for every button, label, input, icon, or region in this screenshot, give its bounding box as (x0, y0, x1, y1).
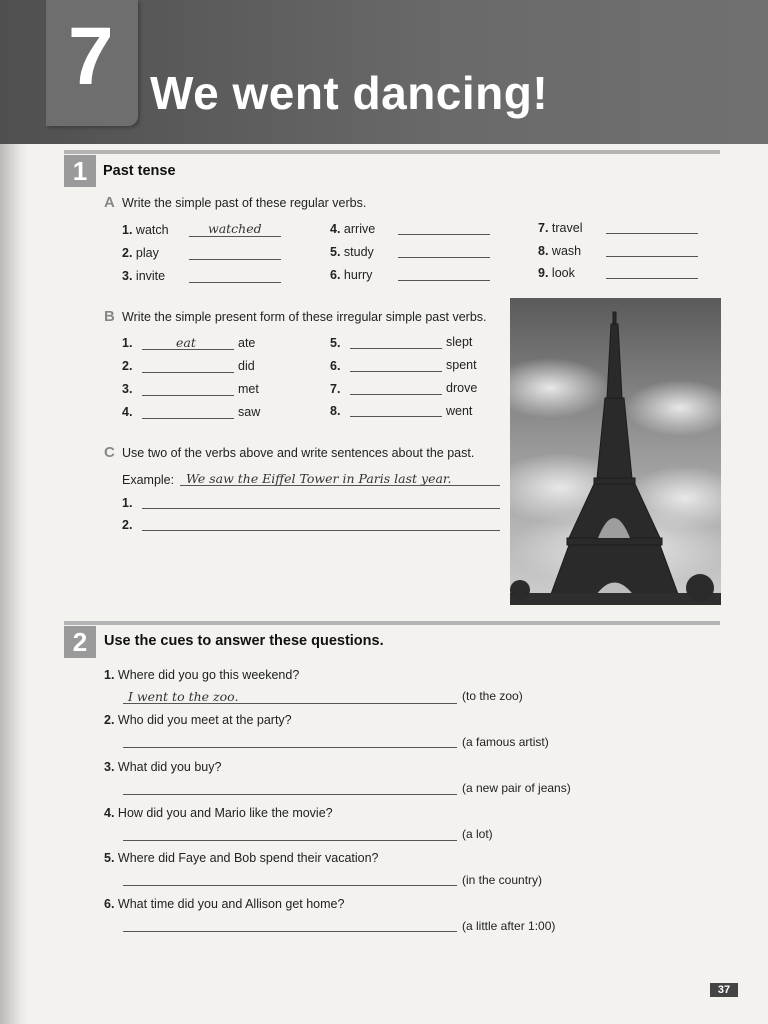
item-number: 6. (104, 897, 115, 911)
verb: travel (551, 221, 583, 235)
question-item (104, 713, 292, 727)
unit-title: We went dancing! (150, 67, 549, 119)
past-verb: did (238, 359, 255, 373)
answer-blank[interactable] (350, 394, 442, 395)
item-number: 8. (330, 404, 341, 418)
answer-blank[interactable] (123, 703, 457, 704)
past-verb: met (238, 382, 259, 396)
sentence-blank[interactable] (142, 530, 500, 531)
question-text: What time did you and Allison get home? (117, 897, 345, 911)
answer-blank[interactable] (606, 278, 698, 279)
answer-text: eat (176, 335, 196, 350)
answer-blank[interactable] (189, 282, 281, 283)
past-verb: slept (446, 335, 473, 349)
cue-text: (to the zoo) (462, 689, 523, 703)
question-text: Where did you go this weekend? (117, 668, 300, 682)
item-number: 5. (330, 336, 341, 350)
verb: play (135, 246, 159, 260)
answer-blank[interactable] (180, 485, 500, 486)
item-number: 7. (330, 382, 341, 396)
exercise-b-letter: B (104, 308, 115, 325)
answer-blank[interactable] (142, 395, 234, 396)
past-verb: ate (238, 336, 256, 350)
item-number: 1. (122, 223, 133, 237)
exercise-a-item (122, 223, 169, 237)
item-number: 4. (330, 222, 341, 236)
cue-text: (a little after 1:00) (462, 919, 556, 933)
exercise-a-letter: A (104, 194, 115, 211)
section-2-title: Use the cues to answer these questions. (104, 633, 384, 649)
item-number: 1. (122, 496, 133, 510)
question-item (104, 760, 221, 774)
answer-blank[interactable] (398, 257, 490, 258)
answer-blank[interactable] (123, 885, 457, 886)
sentence-blank[interactable] (142, 508, 500, 509)
item-number: 4. (122, 405, 133, 419)
answer-blank[interactable] (142, 418, 234, 419)
section-2-rule (64, 621, 720, 625)
answer-blank[interactable] (398, 280, 490, 281)
item-number: 3. (104, 760, 115, 774)
question-item (104, 668, 299, 682)
answer-text: I went to the zoo. (128, 689, 239, 704)
verb: arrive (343, 222, 376, 236)
question-text: Where did Faye and Bob spend their vacation? (117, 851, 379, 865)
exercise-a-item (538, 244, 581, 258)
exercise-b-instruction: Write the simple present form of these irregular simple past verbs. (122, 310, 487, 324)
exercise-a-item (538, 221, 583, 235)
item-number: 2. (122, 518, 133, 532)
answer-blank[interactable] (142, 372, 234, 373)
item-number: 2. (122, 359, 133, 373)
item-number: 6. (330, 268, 341, 282)
past-verb: drove (446, 381, 478, 395)
item-number: 4. (104, 806, 115, 820)
answer-blank[interactable] (350, 371, 442, 372)
answer-blank[interactable] (123, 794, 457, 795)
answer-blank[interactable] (606, 256, 698, 257)
example-label: Example: (122, 473, 175, 487)
section-1-title: Past tense (103, 163, 176, 179)
exercise-c-instruction: Use two of the verbs above and write sentences about the past. (122, 446, 475, 460)
exercise-a-item (330, 268, 372, 282)
exercise-c-letter: C (104, 444, 115, 461)
answer-blank[interactable] (606, 233, 698, 234)
question-item (104, 851, 379, 865)
question-text: Who did you meet at the party? (117, 713, 292, 727)
page-number: 37 (710, 983, 738, 997)
past-verb: went (446, 404, 473, 418)
example-answer: We saw the Eiffel Tower in Paris last year. (186, 471, 452, 486)
item-number: 7. (538, 221, 549, 235)
cue-text: (a new pair of jeans) (462, 781, 571, 795)
answer-blank[interactable] (123, 747, 457, 748)
section-2-number: 2 (64, 626, 96, 658)
item-number: 3. (122, 269, 133, 283)
item-number: 2. (104, 713, 115, 727)
item-number: 6. (330, 359, 341, 373)
answer-blank[interactable] (123, 840, 457, 841)
answer-blank[interactable] (350, 348, 442, 349)
answer-blank[interactable] (189, 236, 281, 237)
past-verb: spent (446, 358, 477, 372)
verb: wash (551, 244, 582, 258)
item-number: 9. (538, 266, 549, 280)
exercise-a-item (122, 269, 165, 283)
past-verb: saw (238, 405, 261, 419)
exercise-a-item (330, 222, 375, 236)
answer-blank[interactable] (398, 234, 490, 235)
exercise-a-item (538, 266, 575, 280)
question-item (104, 897, 344, 911)
question-item (104, 806, 333, 820)
verb: look (551, 266, 575, 280)
item-number: 5. (104, 851, 115, 865)
cue-text: (in the country) (462, 873, 543, 887)
item-number: 3. (122, 382, 133, 396)
answer-blank[interactable] (189, 259, 281, 260)
answer-blank[interactable] (142, 349, 234, 350)
item-number: 8. (538, 244, 549, 258)
answer-blank[interactable] (350, 416, 442, 417)
page-binding-shadow (0, 0, 28, 1024)
exercise-a-item (330, 245, 374, 259)
item-number: 5. (330, 245, 341, 259)
unit-header (0, 0, 768, 144)
section-1-rule (64, 150, 720, 154)
section-1-number: 1 (64, 155, 96, 187)
eiffel-tower-photo (510, 298, 721, 605)
item-number: 1. (122, 336, 133, 350)
item-number: 2. (122, 246, 133, 260)
verb: invite (135, 269, 166, 283)
exercise-a-instruction: Write the simple past of these regular verbs. (122, 196, 367, 210)
answer-text: watched (208, 221, 262, 236)
verb: hurry (343, 268, 373, 282)
verb: study (343, 245, 374, 259)
verb: watch (135, 223, 169, 237)
unit-number: 7 (68, 11, 114, 102)
question-text: How did you and Mario like the movie? (117, 806, 333, 820)
cue-text: (a famous artist) (462, 735, 549, 749)
item-number: 1. (104, 668, 115, 682)
cue-text: (a lot) (462, 827, 493, 841)
question-text: What did you buy? (117, 760, 222, 774)
answer-blank[interactable] (123, 931, 457, 932)
exercise-a-item (122, 246, 159, 260)
